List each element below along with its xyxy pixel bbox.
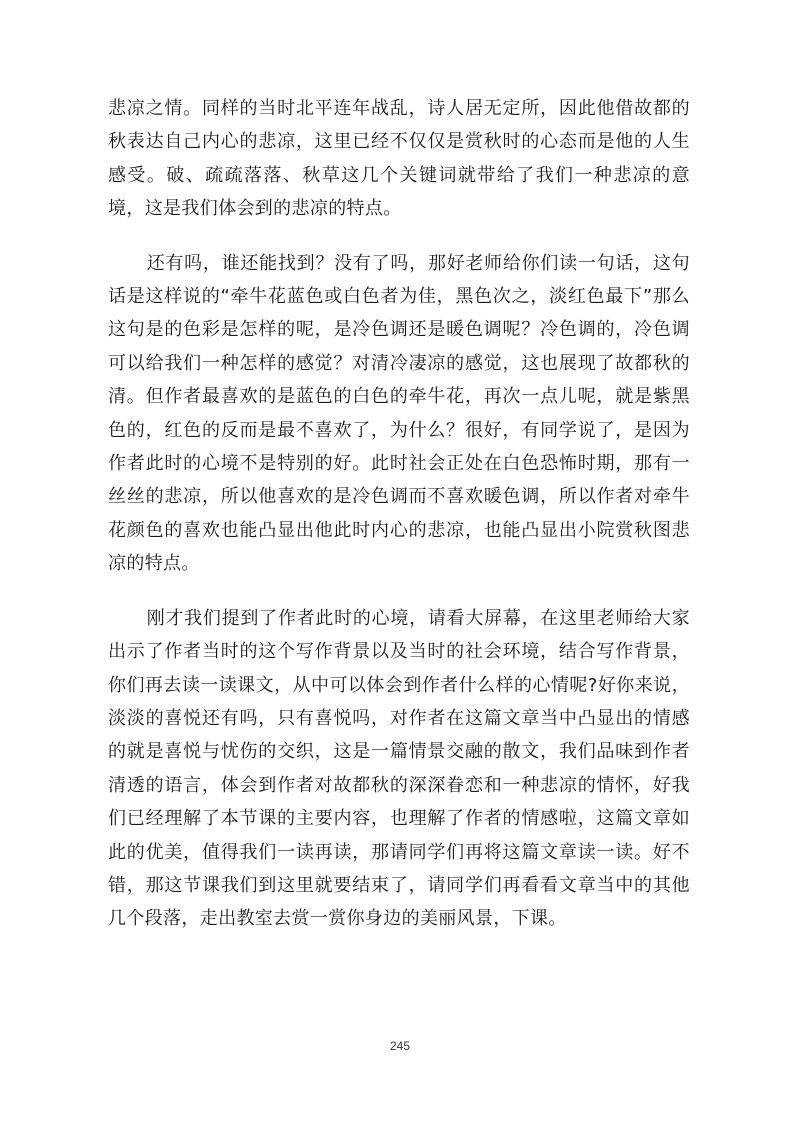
document-body [108,92,690,936]
paragraph-1: 悲凉之情。同样的当时北平连年战乱，诗人居无定所，因此他借故都的秋表达自己内心的悲凉，这里已经不仅仅是赏秋时的心态而是他的人生感受。破、疏疏落落、秋草这几个关键词就带给了我们一种悲凉的意境，这是我们体会到的悲凉的特点。 [108,98,690,220]
page-number: 245 [389,1039,411,1053]
paragraph-2: 还有吗，谁还能找到？没有了吗，那好老师给你们读一句话，这句话是这样说的“牵牛花蓝色或白色者为佳，黑色次之，淡红色最下”那么这句是的色彩是怎样的呢，是冷色调还是暖色调呢？冷色调的，冷色调可以给我们一种怎样的感觉？对清冷凄凉的感觉，这也展现了故都秋的清。但作者最喜欢的是蓝色的白色的牵牛花，再次一点儿呢，就是紫黑色的，红色的反而是最不喜欢了，为什么？很好，有同学说了，是因为作者此时的心境不是特别的好。此时社会正处在白色恐怖时期，那有一丝丝的悲凉，所以他喜欢的是冷色调而不喜欢暖色调，所以作者对牵牛花颜色的喜欢也能凸显出他此时内心的悲凉，也能凸显出小院赏秋图悲凉的特点。 [108,252,690,575]
paragraph-3: 刚才我们提到了作者此时的心境，请看大屏幕，在这里老师给大家出示了作者当时的这个写作背景以及当时的社会环境，结合写作背景，你们再去读一读课文，从中可以体会到作者什么样的心情呢?好你来说，淡淡的喜悦还有吗，只有喜悦吗，对作者在这篇文章当中凸显出的情感的就是喜悦与忧伤的交织，这是一篇情景交融的散文，我们品味到作者清透的语言，体会到作者对故都秋的深深眷恋和一种悲凉的情怀，好我们已经理解了本节课的主要内容，也理解了作者的情感啦，这篇文章如此的优美，值得我们一读再读，那请同学们再将这篇文章读一读。好不错，那这节课我们到这里就要结束了，请同学们再看看文章当中的其他几个段落，走出教室去赏一赏你身边的美丽风景，下课。 [108,607,690,930]
